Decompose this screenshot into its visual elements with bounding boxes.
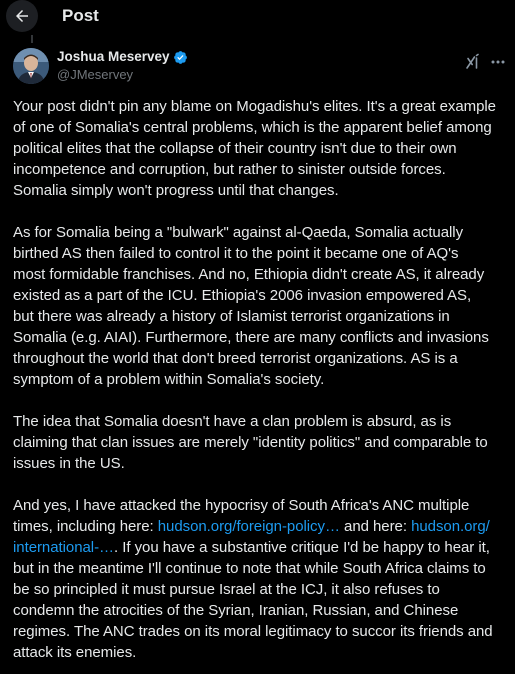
author-name-text: Joshua Meservey (57, 49, 170, 64)
text-line: but there was already a history of Islamist terrorist organizations in (13, 308, 450, 325)
author-name[interactable] (57, 49, 188, 65)
back-button[interactable] (6, 0, 38, 32)
text-line: but in the meantime I'll continue to note that while South Africa claims to (13, 560, 486, 577)
arrow-left-icon (13, 7, 31, 25)
post-text (13, 96, 509, 663)
text-line: incompetence and corruption, but rather to sinister outside forces. (13, 161, 446, 178)
text-line (13, 516, 509, 537)
hudson-foreign-policy-link[interactable]: hudson.org/foreign-policy… (157, 518, 340, 535)
text-line: be so principled it must pursue Israel at the ICJ, it also refuses to (13, 581, 440, 598)
verified-badge-icon (173, 50, 188, 65)
text-line: throughout the world that don't breed terrorist organizations. AS is a (13, 350, 458, 367)
text-line: of one of Somalia's central problems, which is the apparent belief among (13, 119, 492, 136)
text-line: Somalia simply won't progress until that changes. (13, 182, 339, 199)
text-line: existed as a part of the ICU. Ethiopia's 2006 invasion empowered AS, (13, 287, 472, 304)
text-line: condemn the atrocities of the Syrian, Iranian, Russian, and Chinese (13, 602, 459, 619)
text-fragment: times, including here: (13, 518, 158, 535)
post-paragraph-3 (13, 411, 509, 474)
grok-icon[interactable] (463, 52, 483, 72)
text-line: issues in the US. (13, 455, 125, 472)
author-handle[interactable]: @JMeservey (57, 67, 134, 82)
post-paragraph-1 (13, 96, 509, 201)
more-options-icon[interactable] (490, 52, 506, 72)
text-line: political elites that the collapse of their country isn't due to their own (13, 140, 457, 157)
text-fragment: and here: (339, 518, 412, 535)
text-line: Your post didn't pin any blame on Mogadishu's elites. It's a great example (13, 98, 496, 115)
avatar-image (13, 48, 49, 84)
post-paragraph-4 (13, 495, 509, 663)
post-author (0, 43, 515, 89)
avatar[interactable] (13, 48, 49, 84)
text-fragment: . If you have a substantive critique I'd be happy to hear it, (113, 539, 490, 556)
page-title: Post (62, 6, 99, 25)
top-bar (0, 0, 515, 36)
text-line: As for Somalia being a "bulwark" against al-Qaeda, Somalia actually (13, 224, 464, 241)
text-line: The idea that Somalia doesn't have a clan problem is absurd, as is (13, 413, 452, 430)
text-line: And yes, I have attacked the hypocrisy of South Africa's ANC multiple (13, 497, 470, 514)
hudson-international-link-part1[interactable]: hudson.org/ (411, 518, 490, 535)
text-line: regimes. The ANC trades on its moral legitimacy to succor its friends and (13, 623, 493, 640)
text-line: claiming that clan issues are merely "identity politics" and comparable to (13, 434, 488, 451)
thread-connector-line (31, 35, 33, 43)
post-paragraph-2 (13, 222, 509, 390)
text-line (13, 537, 509, 558)
text-line: birthed AS then failed to control it to the point it became one of AQ's (13, 245, 459, 262)
text-line: Somalia (e.g. AIAI). Furthermore, there are many conflicts and invasions (13, 329, 489, 346)
text-line: most formidable franchises. And no, Ethiopia didn't create AS, it already (13, 266, 485, 283)
hudson-international-link-part2[interactable]: international-… (13, 539, 114, 556)
text-line: attack its enemies. (13, 644, 137, 661)
text-line: symptom of a problem within Somalia's society. (13, 371, 325, 388)
